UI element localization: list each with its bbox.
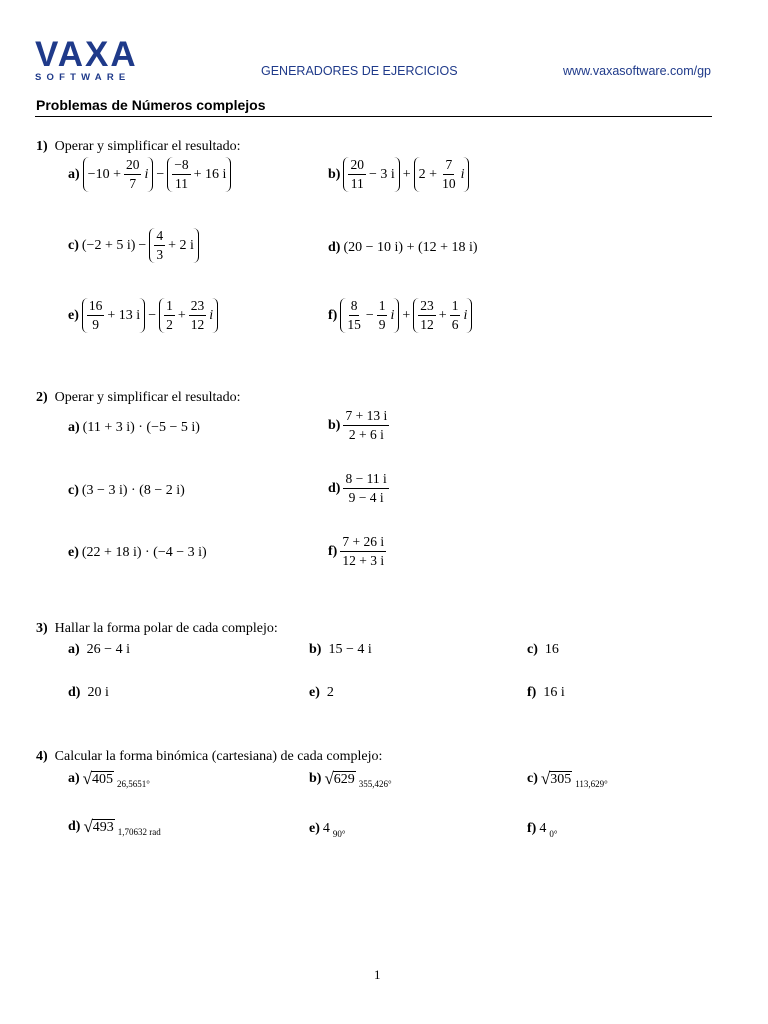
numerator: 1 — [377, 298, 388, 316]
denominator: 2 + 6 i — [348, 427, 384, 442]
term: 2 + — [418, 166, 438, 182]
fraction — [340, 534, 386, 569]
problem-4f — [527, 820, 557, 838]
radicand: 405 — [92, 772, 114, 787]
numerator: 20 — [124, 157, 142, 175]
problem-1d — [328, 239, 478, 257]
item-label: c) — [68, 483, 79, 498]
item-label: e) — [68, 545, 79, 560]
numerator: 4 — [154, 228, 165, 246]
imaginary-unit: i — [209, 307, 214, 323]
square-root — [83, 818, 114, 836]
denominator: 9 — [92, 317, 100, 332]
fraction — [418, 298, 436, 333]
item-label: f) — [328, 307, 338, 323]
problem-3d — [68, 684, 109, 702]
argument-subscript: 113,629° — [575, 779, 608, 789]
operator: + — [438, 307, 447, 323]
radical-sign: √ — [83, 817, 93, 836]
expression: (22 + 18 i) · (−4 − 3 i) — [81, 545, 207, 560]
problem-statement: Operar y simplificar el resultado: — [54, 390, 241, 405]
numerator: 8 − 11 i — [343, 471, 388, 489]
item-label: b) — [309, 642, 322, 657]
expression: 20 i — [87, 685, 109, 700]
page-title: Problemas de Números complejos — [36, 97, 266, 113]
parenthesis-group — [413, 298, 472, 333]
radicand: 629 — [333, 772, 355, 787]
item-label: d) — [328, 480, 341, 496]
item-label: a) — [68, 771, 80, 786]
expression: 16 i — [543, 685, 565, 700]
problem-number: 3) — [36, 621, 48, 636]
numerator: −8 — [172, 157, 190, 175]
parenthesis-group — [414, 157, 470, 192]
fraction — [172, 157, 190, 192]
operator: + — [402, 166, 411, 182]
problem-number: 4) — [36, 749, 48, 764]
problem-4d — [68, 818, 161, 836]
item-label: e) — [309, 821, 320, 836]
problem-3c — [527, 641, 559, 659]
fraction — [154, 228, 165, 263]
vaxa-logo — [35, 35, 138, 83]
problem-4c — [527, 770, 608, 788]
fraction — [189, 298, 207, 333]
expression: 2 — [326, 685, 334, 700]
argument-subscript: 26,5651° — [117, 779, 150, 789]
fraction — [343, 471, 388, 506]
item-label: b) — [328, 417, 341, 433]
expression: (20 − 10 i) + (12 + 18 i) — [343, 240, 478, 255]
numerator: 7 + 13 i — [343, 408, 389, 426]
item-label: f) — [527, 821, 537, 836]
fraction — [440, 157, 458, 192]
fraction — [377, 298, 388, 333]
square-root — [541, 770, 572, 788]
term: + 16 i — [193, 166, 227, 182]
term: + 2 i — [168, 237, 194, 253]
item-label: b) — [328, 166, 341, 182]
problem-2e — [68, 544, 207, 562]
item-label: a) — [68, 642, 80, 657]
imaginary-unit: i — [144, 166, 149, 182]
denominator: 15 — [347, 317, 361, 332]
argument-subscript: 0° — [549, 829, 558, 839]
item-label: a) — [68, 166, 80, 182]
denominator: 12 — [190, 317, 205, 332]
modulus: 4 — [539, 821, 547, 836]
term: (−2 + 5 i) — [81, 237, 136, 253]
parenthesis-group — [149, 228, 199, 263]
denominator: 11 — [350, 176, 364, 191]
numerator: 23 — [189, 298, 207, 316]
item-label: e) — [68, 307, 79, 323]
header-center-text: GENERADORES DE EJERCICIOS — [261, 64, 458, 78]
parenthesis-group — [340, 298, 399, 333]
fraction — [164, 298, 175, 333]
argument-subscript: 355,426° — [358, 779, 392, 789]
header-url-link[interactable]: www.vaxasoftware.com/gp — [563, 64, 711, 78]
problem-2b — [328, 408, 389, 443]
denominator: 12 + 3 i — [342, 553, 385, 568]
problem-1-heading — [36, 138, 241, 156]
problem-1e — [68, 298, 218, 333]
problem-1b — [328, 157, 469, 192]
item-label: c) — [527, 771, 538, 786]
imaginary-unit: i — [463, 307, 468, 323]
item-label: d) — [68, 819, 81, 834]
numerator: 7 — [443, 157, 454, 175]
argument-subscript: 1,70632 rad — [117, 827, 161, 837]
operator: + — [177, 307, 186, 323]
denominator: 6 — [451, 317, 459, 332]
numerator: 20 — [348, 157, 366, 175]
problem-3a — [68, 641, 130, 659]
numerator: 8 — [349, 298, 360, 316]
parenthesis-group — [83, 157, 154, 192]
term: − 3 i — [368, 166, 395, 182]
problem-4a — [68, 770, 150, 788]
problem-1c — [68, 228, 199, 263]
problem-4-heading — [36, 748, 382, 766]
radical-sign: √ — [82, 769, 93, 788]
radical-sign: √ — [324, 769, 334, 788]
operator: − — [156, 166, 165, 182]
problem-1a — [68, 157, 231, 192]
problem-2-heading — [36, 389, 241, 407]
parenthesis-group — [159, 298, 218, 333]
fraction — [450, 298, 461, 333]
fraction — [343, 408, 389, 443]
title-divider — [35, 116, 712, 117]
problem-2d — [328, 471, 389, 506]
modulus: 4 — [322, 821, 330, 836]
fraction — [348, 157, 366, 192]
expression: 15 − 4 i — [328, 642, 372, 657]
denominator: 9 − 4 i — [348, 490, 384, 505]
denominator: 9 — [378, 317, 386, 332]
denominator: 10 — [442, 176, 456, 191]
operator: + — [402, 307, 411, 323]
expression: 16 — [544, 642, 559, 657]
operator: − — [148, 307, 157, 323]
numerator: 1 — [450, 298, 461, 316]
problem-2c — [68, 482, 185, 500]
radicand: 305 — [550, 772, 572, 787]
term: + 13 i — [107, 307, 141, 323]
square-root — [324, 770, 355, 788]
item-label: c) — [527, 642, 538, 657]
denominator: 2 — [166, 317, 173, 332]
logo-sub-text: SOFTWARE — [35, 72, 131, 83]
denominator: 12 — [420, 317, 434, 332]
problem-1f — [328, 298, 472, 333]
problem-number: 1) — [36, 139, 48, 154]
expression: (11 + 3 i) · (−5 − 5 i) — [82, 420, 200, 435]
item-label: d) — [328, 240, 341, 255]
problem-2a — [68, 419, 200, 437]
problem-number: 2) — [36, 390, 48, 405]
term: −10 + — [87, 166, 121, 182]
expression: (3 − 3 i) · (8 − 2 i) — [81, 483, 185, 498]
square-root — [83, 770, 114, 788]
logo-main-text: VAXA — [35, 35, 138, 74]
item-label: f) — [328, 543, 338, 559]
numerator: 1 — [164, 298, 175, 316]
imaginary-unit: i — [460, 166, 465, 182]
fraction — [345, 298, 363, 333]
numerator: 16 — [87, 298, 105, 316]
radical-sign: √ — [540, 769, 551, 788]
argument-subscript: 90° — [332, 829, 346, 839]
operator: − — [138, 237, 147, 253]
fraction — [124, 157, 142, 192]
radicand: 493 — [92, 820, 114, 835]
problem-statement: Operar y simplificar el resultado: — [54, 139, 241, 154]
numerator: 7 + 26 i — [340, 534, 386, 552]
item-label: d) — [68, 685, 81, 700]
item-label: a) — [68, 420, 80, 435]
item-label: e) — [309, 685, 320, 700]
problem-3-heading — [36, 620, 278, 638]
problem-3f — [527, 684, 565, 702]
problem-3b — [309, 641, 372, 659]
parenthesis-group — [343, 157, 399, 192]
problem-4b — [309, 770, 392, 788]
problem-2f — [328, 534, 386, 569]
denominator: 7 — [129, 176, 137, 191]
numerator: 23 — [418, 298, 436, 316]
item-label: b) — [309, 771, 322, 786]
parenthesis-group — [167, 157, 231, 192]
expression: 26 − 4 i — [86, 642, 130, 657]
problem-4e — [309, 820, 346, 838]
item-label: c) — [68, 237, 79, 253]
problem-statement: Calcular la forma binómica (cartesiana) de cada complejo: — [54, 749, 383, 764]
fraction — [87, 298, 105, 333]
denominator: 11 — [174, 176, 188, 191]
problem-statement: Hallar la forma polar de cada complejo: — [54, 621, 278, 636]
item-label: f) — [527, 685, 537, 700]
problem-3e — [309, 684, 334, 702]
denominator: 3 — [156, 247, 164, 262]
imaginary-unit: i — [390, 307, 395, 323]
page-number: 1 — [374, 967, 381, 982]
parenthesis-group — [82, 298, 145, 333]
operator: − — [365, 307, 374, 323]
